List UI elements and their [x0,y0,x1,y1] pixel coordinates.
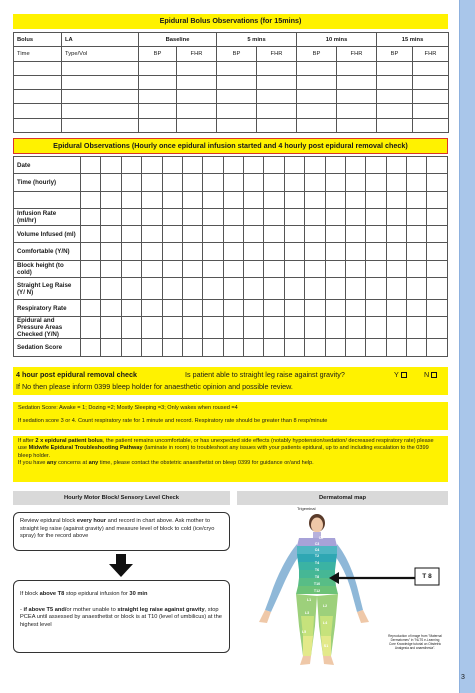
observation-entry-cell[interactable] [142,157,162,174]
sedation-score-key: Sedation Score: Awake = 1; Dozing =2; Mostly Sleeping =3; Only wakes when roused =4 [18,405,238,411]
observation-entry-cell[interactable] [121,260,141,277]
col-bolus: Bolus [14,33,62,47]
observation-entry-cell[interactable] [366,226,386,243]
observation-entry-cell[interactable] [305,300,325,317]
observation-entry-cell[interactable] [223,317,243,339]
bp-label: BP [297,47,337,61]
observation-row-label [14,191,81,208]
col-5-mins: 5 mins [217,33,297,47]
no-label: N [424,370,430,379]
observation-entry-cell[interactable] [244,339,264,356]
observations-table [13,156,448,357]
observation-entry-cell[interactable] [182,260,202,277]
observation-entry-cell[interactable] [305,260,325,277]
observation-entry-cell[interactable] [203,278,223,300]
observation-entry-cell[interactable] [345,226,365,243]
observation-entry-cell[interactable] [284,243,304,260]
observation-entry-cell[interactable] [366,208,386,225]
observation-entry-cell[interactable] [142,260,162,277]
observation-entry-cell[interactable] [386,243,406,260]
dermatome-level-label: T4 [314,561,320,565]
observation-row-label: Volume Infused (ml) [14,226,81,243]
observation-row [14,208,448,225]
observation-row-label: Respiratory Rate [14,300,81,317]
observation-entry-cell[interactable] [182,174,202,191]
observations-title: Epidural Observations (Hourly once epidural infusion started and 4 hourly post epidural removal check) [13,138,448,154]
observation-row [14,300,448,317]
observation-entry-cell[interactable] [162,208,182,225]
observation-row-label: Comfortable (Y/N) [14,243,81,260]
observation-entry-cell[interactable] [366,157,386,174]
observation-entry-cell[interactable] [162,339,182,356]
observation-entry-cell[interactable] [284,208,304,225]
observation-entry-cell[interactable] [182,157,202,174]
observation-row [14,174,448,191]
observation-entry-cell[interactable] [223,260,243,277]
observation-entry-cell[interactable] [182,191,202,208]
observation-entry-cell[interactable] [264,157,284,174]
observation-entry-cell[interactable] [366,317,386,339]
observation-entry-cell[interactable] [366,300,386,317]
row-type-vol: Type/Vol [62,47,139,61]
observation-entry-cell[interactable] [284,317,304,339]
observation-entry-cell[interactable] [182,300,202,317]
observation-entry-cell[interactable] [264,260,284,277]
bolus-entry-row [14,104,449,118]
dermatome-level-label: S1 [323,644,329,648]
observation-entry-cell[interactable] [427,260,448,277]
dermatome-level-label: T10 [313,582,321,586]
observation-entry-cell[interactable] [121,157,141,174]
observation-entry-cell[interactable] [101,278,121,300]
observation-row-label: Block height (to cold) [14,260,81,277]
observation-entry-cell[interactable] [427,317,448,339]
observation-entry-cell[interactable] [345,208,365,225]
observation-entry-cell[interactable] [81,317,101,339]
observation-entry-cell[interactable] [386,208,406,225]
observation-entry-cell[interactable] [162,317,182,339]
observation-entry-cell[interactable] [305,317,325,339]
dermatome-level-label: T2 [314,554,320,558]
observation-entry-cell[interactable] [244,278,264,300]
observation-entry-cell[interactable] [162,243,182,260]
observation-entry-cell[interactable] [264,339,284,356]
review-block-box: Review epidural block every hour and record in chart above. Ask mother to straight leg raise (against gravity) and measure level of block to cold (ice/cryo spray) for the record above [13,512,230,551]
observation-entry-cell[interactable] [407,157,427,174]
observation-row [14,339,448,356]
observation-entry-cell[interactable] [366,191,386,208]
observation-entry-cell[interactable] [305,243,325,260]
observation-entry-cell[interactable] [81,243,101,260]
bolus-entry-row [14,61,449,75]
observation-entry-cell[interactable] [366,174,386,191]
observation-entry-cell[interactable] [264,191,284,208]
removal-instruction: If No then please inform 0399 bleep holder for anaesthetic opinion and possible review. [16,382,293,391]
bolus-entry-row [14,118,449,132]
observation-entry-cell[interactable] [182,226,202,243]
t8-label: T 8 [422,573,432,580]
down-arrow-icon [108,554,134,578]
page-edge-strip [459,0,475,693]
observation-row-label: Straight Leg Raise (Y/ N) [14,278,81,300]
bp-label: BP [217,47,257,61]
observation-entry-cell[interactable] [101,243,121,260]
dermatome-level-label: C4 [314,548,320,552]
observation-entry-cell[interactable] [223,339,243,356]
observation-row [14,191,448,208]
observation-entry-cell[interactable] [244,300,264,317]
observation-entry-cell[interactable] [203,174,223,191]
observation-entry-cell[interactable] [223,208,243,225]
observation-entry-cell[interactable] [386,300,406,317]
observation-row-label: Time (hourly) [14,174,81,191]
observation-row [14,260,448,277]
observation-entry-cell[interactable] [386,226,406,243]
observation-entry-cell[interactable] [162,278,182,300]
observation-entry-cell[interactable] [284,191,304,208]
observation-entry-cell[interactable] [142,191,162,208]
observation-entry-cell[interactable] [325,191,345,208]
observation-entry-cell[interactable] [325,339,345,356]
observation-entry-cell[interactable] [386,317,406,339]
observation-row [14,317,448,339]
observation-entry-cell[interactable] [284,278,304,300]
observation-entry-cell[interactable] [366,243,386,260]
observation-entry-cell[interactable] [81,260,101,277]
observation-entry-cell[interactable] [345,278,365,300]
observation-entry-cell[interactable] [203,339,223,356]
observation-entry-cell[interactable] [244,174,264,191]
dermatome-level-label: T6 [314,568,320,572]
observation-entry-cell[interactable] [162,191,182,208]
removal-heading: 4 hour post epidural removal check [16,370,138,379]
observation-entry-cell[interactable] [407,317,427,339]
observation-entry-cell[interactable] [244,191,264,208]
observation-entry-cell[interactable] [345,157,365,174]
dermatome-level-label: L3 [304,611,310,615]
dermatome-level-label: L2 [322,604,328,608]
observation-entry-cell[interactable] [121,208,141,225]
yes-option[interactable] [394,370,407,379]
observation-entry-cell[interactable] [407,226,427,243]
observation-entry-cell[interactable] [325,174,345,191]
observation-entry-cell[interactable] [101,317,121,339]
observation-row [14,157,448,174]
observation-entry-cell[interactable] [142,226,162,243]
observation-entry-cell[interactable] [345,174,365,191]
observation-entry-cell[interactable] [386,278,406,300]
observation-entry-cell[interactable] [427,174,448,191]
escalation-paragraph: If after 2 x epidural patient bolus, the patient remains uncomfortable, or has unexpected side effects (notably hypotension/sedation/ decreased respiratory rate) please use Midwife Epidural Troubleshooting Pathway (laminate in room) to troubleshoot any issues with your patients epidural, up to and including escalation to the 0399 bleep holder. [18,438,434,459]
observation-entry-cell[interactable] [427,191,448,208]
observation-entry-cell[interactable] [264,226,284,243]
observation-entry-cell[interactable] [325,300,345,317]
observation-entry-cell[interactable] [81,157,101,174]
observation-entry-cell[interactable] [407,300,427,317]
observation-entry-cell[interactable] [81,191,101,208]
observation-entry-cell[interactable] [325,243,345,260]
observation-entry-cell[interactable] [305,278,325,300]
observation-entry-cell[interactable] [101,226,121,243]
fhr-label: FHR [257,47,297,61]
observation-entry-cell[interactable] [325,260,345,277]
stop-pcea-rule: - if above T5 and/or mother unable to straight leg raise against gravity, stop PCEA until assessed by anaesthetist or block is at T10 (level of umbilicus) at the highest level [20,606,222,628]
observation-entry-cell[interactable] [81,208,101,225]
trigeminal-label: Trigeminal [297,506,316,511]
observation-entry-cell[interactable] [203,191,223,208]
dermatome-level-label: L5 [301,630,307,634]
observation-entry-cell[interactable] [244,226,264,243]
observation-entry-cell[interactable] [284,157,304,174]
observation-entry-cell[interactable] [264,300,284,317]
observation-entry-cell[interactable] [427,300,448,317]
observation-entry-cell[interactable] [203,208,223,225]
sedation-box [13,402,448,430]
observation-entry-cell[interactable] [142,208,162,225]
observation-entry-cell[interactable] [407,243,427,260]
observation-entry-cell[interactable] [345,191,365,208]
stop-infusion-rule: If block above T8 stop epidural infusion for 30 min [20,591,148,597]
observation-entry-cell[interactable] [284,339,304,356]
observation-entry-cell[interactable] [121,174,141,191]
observation-entry-cell[interactable] [284,260,304,277]
yes-checkbox[interactable] [401,372,407,378]
observation-entry-cell[interactable] [142,317,162,339]
dermatomal-map-title: Dermatomal map [237,491,448,505]
observation-entry-cell[interactable] [244,317,264,339]
observation-entry-cell[interactable] [121,191,141,208]
bolus-entry-row [14,90,449,104]
observation-entry-cell[interactable] [244,208,264,225]
observation-row-label: Date [14,157,81,174]
observation-entry-cell[interactable] [101,339,121,356]
bp-label: BP [139,47,177,61]
observation-entry-cell[interactable] [305,226,325,243]
observation-row-label: Sedation Score [14,339,81,356]
observation-row-label: Epidural and Pressure Areas Checked (Y/N) [14,317,81,339]
observation-entry-cell[interactable] [203,300,223,317]
observation-entry-cell[interactable] [101,191,121,208]
no-checkbox[interactable] [431,372,437,378]
col-baseline: Baseline [139,33,217,47]
observation-entry-cell[interactable] [203,243,223,260]
observation-entry-cell[interactable] [264,243,284,260]
observation-entry-cell[interactable] [305,191,325,208]
observation-entry-cell[interactable] [305,174,325,191]
observation-entry-cell[interactable] [101,157,121,174]
yes-label: Y [394,370,399,379]
observation-entry-cell[interactable] [427,243,448,260]
col-10-mins: 10 mins [297,33,377,47]
dermatome-level-label: T12 [313,589,321,593]
observation-entry-cell[interactable] [284,226,304,243]
observation-entry-cell[interactable] [386,339,406,356]
observation-entry-cell[interactable] [407,260,427,277]
concerns-paragraph: If you have any concerns at any time, please contact the obstetric anaesthetist on bleep 0399 for guidance or/and help. [18,460,314,467]
observation-entry-cell[interactable] [223,157,243,174]
observation-entry-cell[interactable] [121,243,141,260]
observation-entry-cell[interactable] [325,208,345,225]
observation-entry-cell[interactable] [386,157,406,174]
observation-entry-cell[interactable] [223,278,243,300]
bolus-title: Epidural Bolus Observations (for 15mins) [13,14,448,29]
observation-entry-cell[interactable] [305,339,325,356]
observation-entry-cell[interactable] [386,174,406,191]
page-number: 3 [461,674,465,681]
observation-entry-cell[interactable] [142,174,162,191]
observation-row [14,243,448,260]
observation-entry-cell[interactable] [182,243,202,260]
observation-entry-cell[interactable] [101,300,121,317]
observation-row-label: Infusion Rate (ml/hr) [14,208,81,225]
no-option[interactable] [424,370,437,379]
observation-entry-cell[interactable] [345,300,365,317]
observation-entry-cell[interactable] [407,174,427,191]
motor-check-title: Hourly Motor Block/ Sensory Level Check [13,491,230,505]
observation-entry-cell[interactable] [407,208,427,225]
observation-entry-cell[interactable] [81,174,101,191]
observation-entry-cell[interactable] [427,339,448,356]
observation-entry-cell[interactable] [223,174,243,191]
dermatome-level-label: T8 [314,575,320,579]
observation-entry-cell[interactable] [142,300,162,317]
dermatome-level-label: C2 [318,536,324,540]
observation-entry-cell[interactable] [142,339,162,356]
observation-entry-cell[interactable] [203,157,223,174]
observation-entry-cell[interactable] [325,157,345,174]
row-time: Time [14,47,62,61]
observation-entry-cell[interactable] [223,243,243,260]
observation-entry-cell[interactable] [162,300,182,317]
observation-entry-cell[interactable] [142,243,162,260]
removal-question: Is patient able to straight leg raise against gravity? [185,370,345,379]
observation-row [14,226,448,243]
observation-row [14,278,448,300]
observation-entry-cell[interactable] [182,278,202,300]
observation-entry-cell[interactable] [264,208,284,225]
observation-entry-cell[interactable] [244,260,264,277]
sedation-instruction: If sedation score 3 or 4. Count respiratory rate for 1 minute and record. Respiratory rate should be greater than 8 resp/minute [18,418,328,425]
observation-entry-cell[interactable] [345,317,365,339]
bolus-escalation-note [13,436,448,482]
observation-entry-cell[interactable] [386,191,406,208]
observation-entry-cell[interactable] [121,339,141,356]
bolus-entry-row [14,75,449,89]
observation-entry-cell[interactable] [427,278,448,300]
observation-entry-cell[interactable] [81,339,101,356]
observation-entry-cell[interactable] [284,300,304,317]
observation-entry-cell[interactable] [223,191,243,208]
observation-entry-cell[interactable] [223,300,243,317]
observation-entry-cell[interactable] [366,260,386,277]
observation-entry-cell[interactable] [345,243,365,260]
observation-entry-cell[interactable] [162,174,182,191]
observation-entry-cell[interactable] [101,208,121,225]
observation-entry-cell[interactable] [345,260,365,277]
observation-entry-cell[interactable] [101,260,121,277]
observation-entry-cell[interactable] [366,339,386,356]
observation-entry-cell[interactable] [427,157,448,174]
observation-entry-cell[interactable] [264,278,284,300]
observation-entry-cell[interactable] [81,226,101,243]
fhr-label: FHR [413,47,449,61]
fhr-label: FHR [337,47,377,61]
observation-entry-cell[interactable] [121,226,141,243]
col-la: LA [62,33,139,47]
observation-entry-cell[interactable] [182,339,202,356]
dermatome-level-label: C3 [314,542,320,546]
observation-entry-cell[interactable] [203,226,223,243]
observation-entry-cell[interactable] [345,339,365,356]
observation-entry-cell[interactable] [407,278,427,300]
observation-entry-cell[interactable] [427,208,448,225]
observation-entry-cell[interactable] [162,260,182,277]
observation-entry-cell[interactable] [162,157,182,174]
image-credit: Reproduction of image from "Maternal Dermatomes" in "NLTS e-Learning Core Knowledge tutorial on Obstetric Analgesia and anaesthesia". [388,634,442,650]
observation-entry-cell[interactable] [264,317,284,339]
observation-entry-cell[interactable] [407,191,427,208]
observation-entry-cell[interactable] [121,278,141,300]
observation-entry-cell[interactable] [121,300,141,317]
observation-entry-cell[interactable] [81,300,101,317]
fhr-label: FHR [177,47,217,61]
observation-entry-cell[interactable] [81,278,101,300]
dermatomal-map [237,506,448,671]
observation-entry-cell[interactable] [101,174,121,191]
observation-entry-cell[interactable] [182,317,202,339]
observation-entry-cell[interactable] [223,226,243,243]
observation-entry-cell[interactable] [203,317,223,339]
observation-entry-cell[interactable] [305,208,325,225]
col-15-mins: 15 mins [377,33,449,47]
block-above-t8-box [13,580,230,653]
observation-entry-cell[interactable] [182,208,202,225]
bp-label: BP [377,47,413,61]
observation-entry-cell[interactable] [325,226,345,243]
observation-entry-cell[interactable] [203,260,223,277]
bolus-table [13,32,449,133]
dermatome-level-label: L1 [306,598,312,602]
observation-entry-cell[interactable] [407,339,427,356]
observation-entry-cell[interactable] [244,157,264,174]
observation-entry-cell[interactable] [366,278,386,300]
observation-entry-cell[interactable] [142,278,162,300]
observation-entry-cell[interactable] [244,243,264,260]
removal-check-box [13,367,448,395]
observation-entry-cell[interactable] [162,226,182,243]
dermatome-level-label: L4 [322,621,328,625]
observation-entry-cell[interactable] [386,260,406,277]
observation-entry-cell[interactable] [305,157,325,174]
observation-entry-cell[interactable] [427,226,448,243]
observation-entry-cell[interactable] [264,174,284,191]
observation-entry-cell[interactable] [325,278,345,300]
observation-entry-cell[interactable] [325,317,345,339]
observation-entry-cell[interactable] [121,317,141,339]
observation-entry-cell[interactable] [284,174,304,191]
